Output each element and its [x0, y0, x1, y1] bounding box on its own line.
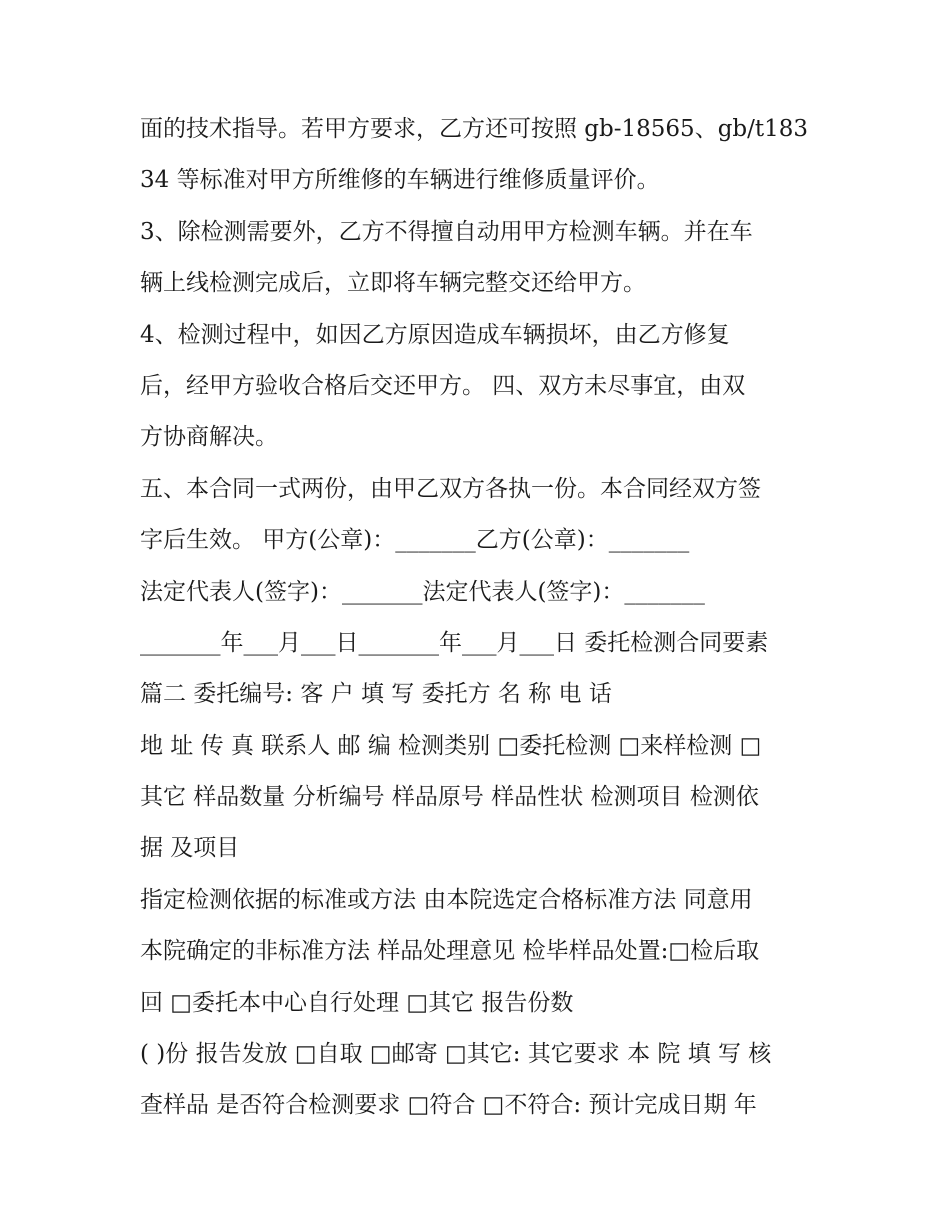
text-line: 字后生效。 甲方(公章)：_______乙方(公章)：_______ — [140, 527, 690, 554]
text-line: _______年___月___日_______年___月___日 委托检测合同要素 — [140, 629, 769, 656]
text-line: 本院确定的非标准方法 样品处理意见 检毕样品处置:□检后取 — [140, 938, 760, 965]
text-line: 后，经甲方验收合格后交还甲方。 四、双方未尽事宜，由双 — [140, 372, 746, 399]
text-line: 法定代表人(签字)：_______法定代表人(签字)：_______ — [140, 578, 705, 605]
text-line: 3、除检测需要外，乙方不得擅自动用甲方检测车辆。并在车 — [140, 218, 753, 245]
text-line: 指定检测依据的标准或方法 由本院选定合格标准方法 同意用 — [140, 886, 753, 913]
text-line: 面的技术指导。若甲方要求，乙方还可按照 gb-18565、gb/t183 — [140, 116, 809, 142]
text-line: 34 等标准对甲方所维修的车辆进行维修质量评价。 — [140, 167, 660, 194]
text-line: 方协商解决。 — [140, 424, 278, 451]
text-line: 4、检测过程中，如因乙方原因造成车辆损坏，由乙方修复 — [140, 321, 730, 348]
text-line: 查样品 是否符合检测要求 □符合 □不符合: 预计完成日期 年 — [140, 1092, 757, 1119]
text-line: 五、本合同一式两份，由甲乙双方各执一份。本合同经双方签 — [140, 475, 761, 502]
text-line: 辆上线检测完成后，立即将车辆完整交还给甲方。 — [140, 270, 646, 297]
document-body — [140, 104, 820, 1132]
text-line: 篇二 委托编号: 客 户 填 写 委托方 名 称 电 话 — [140, 681, 612, 708]
text-line: ( )份 报告发放 □自取 □邮寄 □其它: 其它要求 本 院 填 写 核 — [140, 1041, 772, 1068]
text-line: 其它 样品数量 分析编号 样品原号 样品性状 检测项目 检测依 — [140, 784, 759, 811]
text-line: 地 址 传 真 联系人 邮 编 检测类别 □委托检测 □来样检测 □ — [140, 732, 762, 759]
text-line: 回 □委托本中心自行处理 □其它 报告份数 — [140, 989, 574, 1016]
text-line: 据 及项目 — [140, 835, 240, 862]
